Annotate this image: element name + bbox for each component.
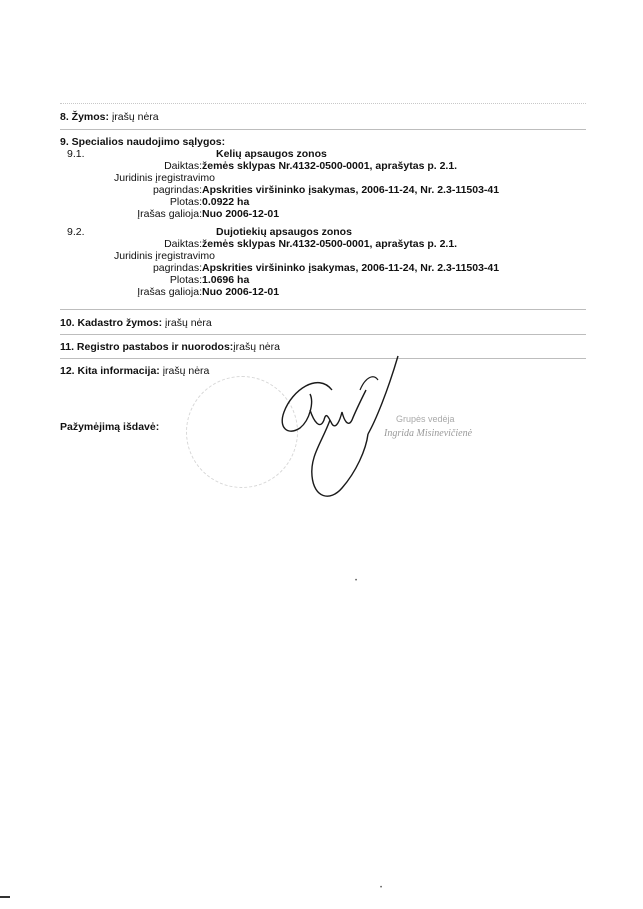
issuer-name: Ingrida Misinevičienė bbox=[384, 428, 473, 439]
section-12 bbox=[60, 365, 209, 377]
scan-mark: • bbox=[380, 885, 383, 891]
item-9-1-daiktas-value: žemės sklypas Nr.4132-0500-0001, aprašytas p. 2.1. bbox=[202, 160, 458, 172]
item-9-1-pagrindas-label: pagrindas: bbox=[152, 184, 202, 196]
item-9-2-daiktas-value: žemės sklypas Nr.4132-0500-0001, aprašytas p. 2.1. bbox=[202, 238, 458, 250]
item-9-1-galioja-label: Įrašas galioja: bbox=[137, 208, 202, 220]
issued-by-label: Pažymėjimą išdavė: bbox=[60, 421, 160, 433]
scan-edge-mark bbox=[0, 896, 10, 898]
section-11 bbox=[60, 341, 280, 353]
section-8-title: 8. Žymos: bbox=[60, 111, 110, 123]
item-9-1-plotas-label: Plotas: bbox=[169, 196, 202, 208]
item-9-1-daiktas-label: Daiktas: bbox=[164, 160, 202, 172]
item-9-2-galioja-label: Įrašas galioja: bbox=[137, 286, 202, 298]
section-divider bbox=[60, 334, 586, 335]
item-9-1-juridinis-label: Juridinis įregistravimo bbox=[114, 172, 215, 184]
section-divider bbox=[60, 129, 586, 130]
section-11-title: 11. Registro pastabos ir nuorodos: bbox=[60, 341, 234, 353]
item-9-2-name: Dujotiekių apsaugos zonos bbox=[216, 226, 352, 238]
item-9-2-juridinis-label: Juridinis įregistravimo bbox=[114, 250, 215, 262]
section-10-title: 10. Kadastro žymos: bbox=[60, 317, 163, 329]
section-10-value: įrašų nėra bbox=[165, 317, 212, 329]
section-12-value: įrašų nėra bbox=[162, 365, 210, 377]
item-9-2-plotas-label: Plotas: bbox=[169, 274, 202, 286]
section-8 bbox=[60, 111, 159, 123]
item-9-2-plotas-value: 1.0696 ha bbox=[202, 274, 250, 286]
item-9-1-number: 9.1. bbox=[67, 148, 85, 160]
item-9-2-daiktas-label: Daiktas: bbox=[164, 238, 202, 250]
scan-mark: • bbox=[355, 578, 358, 584]
item-9-2-pagrindas-value: Apskrities viršininko įsakymas, 2006-11-24, Nr. 2.3-11503-41 bbox=[202, 262, 500, 274]
item-9-1-plotas-value: 0.0922 ha bbox=[202, 196, 250, 208]
item-9-1-pagrindas-value: Apskrities viršininko įsakymas, 2006-11-24, Nr. 2.3-11503-41 bbox=[202, 184, 500, 196]
item-9-1-galioja-value: Nuo 2006-12-01 bbox=[202, 208, 280, 220]
item-9-2-pagrindas-label: pagrindas: bbox=[152, 262, 202, 274]
section-divider bbox=[60, 103, 586, 104]
section-9-title: 9. Specialios naudojimo sąlygos: bbox=[60, 136, 226, 148]
item-9-2-number: 9.2. bbox=[67, 226, 85, 238]
section-11-value: įrašų nėra bbox=[233, 341, 280, 353]
section-10 bbox=[60, 317, 212, 329]
section-8-value: įrašų nėra bbox=[111, 111, 159, 123]
item-9-2-galioja-value: Nuo 2006-12-01 bbox=[202, 286, 280, 298]
issuer-position: Grupės vedėja bbox=[396, 414, 455, 424]
section-divider bbox=[60, 309, 586, 310]
section-12-title: 12. Kita informacija: bbox=[60, 365, 160, 377]
item-9-1-name: Kelių apsaugos zonos bbox=[216, 148, 327, 160]
